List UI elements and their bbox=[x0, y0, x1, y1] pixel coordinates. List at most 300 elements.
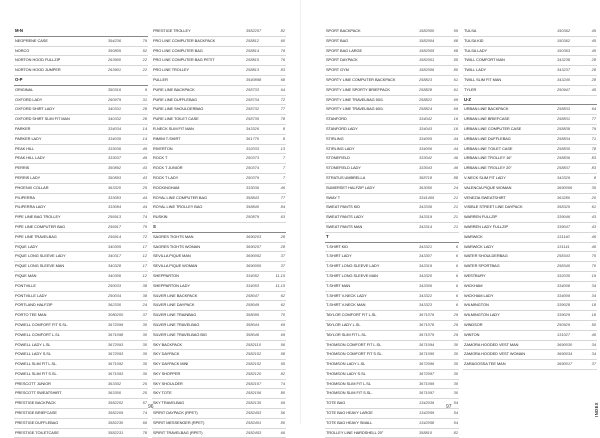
product-name: PRESTIGE DUFFLEBAG bbox=[15, 419, 59, 425]
page-reference: 79 bbox=[591, 125, 596, 131]
product-code: 363320 bbox=[108, 184, 121, 190]
index-entry bbox=[152, 399, 286, 409]
page-reference: 79 bbox=[142, 37, 147, 43]
product-name: SWEAT PANTS KID bbox=[326, 204, 361, 210]
product-code: 258824 bbox=[419, 106, 432, 112]
product-code: 3671078 bbox=[419, 321, 435, 327]
page-reference: 46 bbox=[591, 331, 596, 337]
page-reference: 21 bbox=[453, 223, 458, 229]
product-code: 363300 bbox=[108, 390, 121, 396]
product-code: 334034 bbox=[108, 125, 121, 131]
index-entry bbox=[152, 370, 286, 380]
page-reference: 7 bbox=[282, 174, 285, 180]
index-entry bbox=[152, 233, 286, 243]
section-letter: U-Z bbox=[464, 96, 472, 102]
page-reference: 45 bbox=[591, 28, 596, 33]
product-code: 131140 bbox=[557, 233, 570, 239]
index-entry bbox=[152, 350, 286, 360]
index-entry bbox=[325, 213, 459, 223]
index-entry bbox=[14, 213, 148, 223]
page-reference: 72 bbox=[142, 233, 147, 239]
index-entry bbox=[14, 203, 148, 213]
index-entry bbox=[325, 27, 459, 37]
product-name: PIQUE LONG SLEEVE MAN bbox=[15, 263, 65, 269]
product-code: 3671079 bbox=[419, 331, 435, 337]
index-entry bbox=[14, 47, 148, 57]
product-name: PURE LINE SHOULDERBAG bbox=[153, 106, 204, 112]
product-name: SKY TRAVELBAG bbox=[153, 400, 185, 406]
product-code: 1582004 bbox=[419, 37, 435, 43]
page-reference: 28 bbox=[142, 106, 147, 112]
product-code: 3690006 bbox=[557, 184, 573, 190]
product-code: 340331 bbox=[108, 106, 121, 112]
index-entry bbox=[325, 311, 459, 321]
page-reference: 8 bbox=[282, 125, 285, 131]
product-code: 2582106 bbox=[246, 390, 262, 396]
index-entry bbox=[325, 282, 459, 292]
product-name: TAYLOR COMFORT FIT L.SL bbox=[326, 312, 377, 318]
product-name: TWILL COMFORT MAN bbox=[464, 57, 505, 63]
product-name: SAGRES TIGHTS MAN bbox=[153, 233, 194, 239]
product-name: SPORTY LINE TRAVELBAG 50/1 bbox=[326, 96, 384, 102]
page-reference: 80 bbox=[280, 419, 285, 425]
index-entry bbox=[152, 27, 286, 37]
page-reference: 20 bbox=[591, 194, 596, 200]
product-name: URBAN LINE COMPUTER CASE bbox=[464, 125, 522, 131]
product-name: PRESCOTT JUNIOR bbox=[15, 380, 51, 386]
product-name: WATER SPORTBAG bbox=[464, 263, 500, 269]
product-name: WARREN FULLZIP bbox=[464, 214, 498, 220]
product-name: SPORT GYM bbox=[326, 67, 349, 73]
page-number-right: 97 bbox=[446, 404, 452, 410]
product-name: WARWICK LADY bbox=[464, 243, 494, 249]
page-reference: 55 bbox=[280, 361, 285, 367]
product-code: 3690203 bbox=[246, 233, 262, 239]
index-entry bbox=[152, 360, 286, 370]
product-name: T-SHIRT V-NECK LADY bbox=[326, 292, 367, 298]
product-name: PEAK HILL LADY bbox=[15, 155, 46, 161]
product-name: POWELL COMFORT L.SL bbox=[15, 331, 60, 337]
index-entry bbox=[14, 174, 148, 184]
product-name: SHEPPARTON bbox=[153, 272, 179, 278]
product-name: VENEZIA SWEATSHIRT bbox=[464, 194, 506, 200]
page-reference: 22 bbox=[142, 67, 147, 73]
product-name: SEVILLA PIQUE MAN bbox=[153, 253, 191, 259]
index-entry bbox=[325, 47, 459, 57]
product-name: POWELL LADY L.SL bbox=[15, 341, 51, 347]
product-name: OXFORD SHIRT LADY bbox=[15, 106, 55, 112]
page-reference: 43 bbox=[142, 165, 147, 171]
product-name: URBAN LINE TROLLEY 20" bbox=[464, 165, 512, 171]
page-reference: 28 bbox=[591, 67, 596, 73]
product-name: TWILL LADY bbox=[464, 67, 487, 73]
product-name: PIPE LINE COMPUTER BAG bbox=[15, 223, 66, 229]
product-code: 2582110 bbox=[246, 341, 261, 347]
index-entry bbox=[14, 105, 148, 115]
index-entry bbox=[14, 341, 148, 351]
product-name: T-SHIRT LONG SLEEVE LADY bbox=[326, 263, 380, 269]
product-code: 358044 bbox=[246, 321, 259, 327]
product-code: 333084 bbox=[108, 204, 121, 210]
index-entry bbox=[463, 341, 597, 351]
index-entry bbox=[14, 292, 148, 302]
product-name: THOMSON COMFORT FIT L.SL bbox=[326, 341, 382, 347]
product-name: SWEAT PANTS MAN bbox=[326, 223, 363, 229]
page-reference: 74 bbox=[142, 214, 147, 220]
index-entry bbox=[325, 350, 459, 360]
product-name: V-NECK SLIM FIT LADY bbox=[464, 174, 506, 180]
product-code: 258815 bbox=[246, 57, 259, 63]
product-name: NEOPRENE CASE bbox=[15, 37, 48, 43]
product-name: WINTON bbox=[464, 331, 480, 337]
product-name: PERRIS bbox=[15, 165, 30, 171]
index-entry bbox=[325, 341, 459, 351]
product-name: TOTE BAG bbox=[326, 400, 346, 406]
product-code: 340317 bbox=[108, 253, 121, 259]
page-reference: 80 bbox=[280, 390, 285, 396]
product-code: 343240 bbox=[557, 76, 570, 82]
product-code: 1342036 bbox=[419, 400, 435, 406]
page-reference: 44 bbox=[453, 145, 458, 151]
product-name: VALENCIA PIQUE WOMAN bbox=[464, 184, 512, 190]
product-name: WESTBURY bbox=[464, 272, 486, 278]
page-reference: 54 bbox=[453, 400, 458, 406]
page-reference: 62 bbox=[280, 292, 285, 298]
index-entry bbox=[14, 194, 148, 204]
page-reference: 17 bbox=[142, 243, 147, 249]
index-entry bbox=[463, 223, 597, 233]
product-code: 2582102 bbox=[246, 361, 262, 367]
page-reference: 70 bbox=[280, 312, 285, 318]
index-entry bbox=[152, 164, 286, 174]
index-entry bbox=[152, 321, 286, 331]
product-name: SPIRIT MESSENGER (RPET) bbox=[153, 419, 205, 425]
product-code: 343314 bbox=[419, 223, 432, 229]
index-entry bbox=[152, 76, 286, 86]
index-entry bbox=[325, 252, 459, 262]
product-code: 343306 bbox=[419, 282, 432, 288]
product-code: 2582453 bbox=[246, 429, 262, 435]
product-name: THOMSON COMFORT FIT S.SL. bbox=[326, 351, 383, 357]
page-reference: 77 bbox=[591, 116, 596, 122]
page-reference: 44 bbox=[453, 135, 458, 141]
product-code: 333042 bbox=[419, 155, 432, 161]
index-entry bbox=[152, 409, 286, 419]
product-code: 3672093 bbox=[108, 341, 124, 347]
product-code: 363280 bbox=[557, 194, 570, 200]
product-code: 343322 bbox=[419, 292, 432, 298]
page-reference: 43 bbox=[142, 174, 147, 180]
page-reference: 77 bbox=[280, 194, 285, 200]
product-code: 333036 bbox=[246, 184, 259, 190]
page-reference: 18 bbox=[591, 302, 596, 308]
product-name: WICKHAM bbox=[464, 282, 483, 288]
page-reference: 29 bbox=[453, 321, 458, 327]
product-name: STANFORD bbox=[326, 116, 347, 122]
page-reference: 66 bbox=[280, 429, 285, 435]
product-code: 3582202 bbox=[108, 400, 124, 406]
index-side-tab: INDEX bbox=[594, 402, 599, 417]
page-reference: 30 bbox=[142, 321, 147, 327]
product-code: 3671093 bbox=[108, 370, 124, 376]
product-name: PURE LINE BACKPACK bbox=[153, 86, 195, 92]
product-name: PIQUE LADY bbox=[15, 243, 38, 249]
page-reference: 25 bbox=[142, 380, 147, 386]
page-reference: 69 bbox=[280, 321, 285, 327]
page-reference: 22 bbox=[142, 57, 147, 63]
product-code: 333037 bbox=[108, 155, 121, 161]
page-reference: 7 bbox=[282, 165, 285, 171]
page-reference: 68 bbox=[280, 76, 285, 82]
index-entry bbox=[14, 135, 148, 145]
product-code: 250374 bbox=[246, 165, 259, 171]
page-reference: 68 bbox=[453, 37, 458, 43]
product-name: PONTVILLE LADY bbox=[15, 292, 47, 298]
product-name: STONEFIELD bbox=[326, 155, 350, 161]
product-code: 358325 bbox=[557, 204, 570, 210]
page-reference: 34 bbox=[591, 351, 596, 357]
product-name: PULLER bbox=[153, 76, 168, 82]
product-code: 343329 bbox=[557, 174, 570, 180]
page-reference: 19 bbox=[591, 272, 596, 278]
product-name: THOMSON LADY L.SL bbox=[326, 361, 366, 367]
index-entry bbox=[152, 154, 286, 164]
index-entry bbox=[463, 76, 597, 86]
product-name: SPORT BAG bbox=[326, 37, 349, 43]
product-code: 131027 bbox=[557, 331, 570, 337]
page-reference: 28 bbox=[591, 57, 596, 63]
page-reference: 52 bbox=[142, 47, 147, 53]
index-entry bbox=[463, 115, 597, 125]
page-reference: 78 bbox=[280, 116, 285, 122]
index-entry bbox=[463, 262, 597, 272]
product-name: T-SHIRT MAN bbox=[326, 282, 351, 288]
page-reference: 68 bbox=[453, 47, 458, 53]
product-name: SKY SHOULDER bbox=[153, 380, 183, 386]
product-code: 258833 bbox=[557, 106, 570, 112]
page-reference: 6 bbox=[455, 253, 458, 259]
product-code: 350805 bbox=[108, 47, 121, 53]
product-name: NORTON HOOD FULLZIP bbox=[15, 57, 61, 63]
product-code: 334043 bbox=[419, 125, 432, 131]
index-column-1 bbox=[14, 27, 148, 438]
product-code: 334009 bbox=[557, 292, 570, 298]
page-reference: 45 bbox=[591, 86, 596, 92]
index-entry bbox=[14, 429, 148, 438]
product-name: PIPE LINE TRAVELBAG bbox=[15, 233, 57, 239]
index-entry bbox=[14, 125, 148, 135]
product-code: 3690034 bbox=[557, 351, 573, 357]
page-reference: 61 bbox=[453, 76, 458, 82]
page-reference: 76 bbox=[280, 57, 285, 63]
product-name: T-SHIRT LADY bbox=[326, 253, 352, 259]
product-code: 258735 bbox=[246, 116, 259, 122]
product-name: SPIRIT DAYPACK (RPET) bbox=[153, 410, 198, 416]
page-reference: 30 bbox=[453, 390, 458, 396]
page-reference: 28 bbox=[591, 76, 596, 82]
index-entry bbox=[14, 184, 148, 194]
product-code: 3690005 bbox=[246, 263, 262, 269]
product-name: PARKER LADY bbox=[15, 135, 42, 141]
product-name: STONEFIELD LADY bbox=[326, 165, 361, 171]
product-code: 1582006 bbox=[419, 67, 435, 73]
index-entry bbox=[14, 399, 148, 409]
index-entry bbox=[463, 252, 597, 262]
product-name: OXFORD SHIRT SLIM FIT MAN bbox=[15, 116, 70, 122]
product-code: 250879 bbox=[246, 214, 259, 220]
product-code: 131141 bbox=[557, 243, 570, 249]
product-name: PRESCOTT SWEATSHIRT bbox=[15, 390, 62, 396]
index-entry bbox=[152, 174, 286, 184]
product-code: 3672099 bbox=[108, 321, 124, 327]
page-reference: 30 bbox=[453, 341, 458, 347]
product-code: 358718 bbox=[419, 174, 432, 180]
product-code: 258047 bbox=[246, 292, 259, 298]
product-name: SPIRIT TRAVELBAG (RPET) bbox=[153, 429, 203, 435]
page-reference: 76 bbox=[280, 47, 285, 53]
product-name: PURE LINE TOILET CASE bbox=[153, 116, 199, 122]
index-entry bbox=[463, 66, 597, 76]
product-name: SPORTY LINE COMPUTER BACKPACK bbox=[326, 76, 396, 82]
index-entry bbox=[14, 282, 148, 292]
page-reference: 28 bbox=[280, 233, 285, 239]
page-reference: 14 bbox=[142, 135, 147, 141]
page-reference: 74 bbox=[142, 410, 147, 416]
page-reference: 12 bbox=[142, 272, 147, 278]
page-reference: 30 bbox=[142, 361, 147, 367]
product-code: 3690017 bbox=[557, 361, 573, 367]
index-entry bbox=[14, 66, 148, 76]
product-code: 343319 bbox=[419, 214, 432, 220]
index-entry bbox=[463, 194, 597, 204]
page-reference: 84 bbox=[280, 204, 285, 210]
product-name: TOTE BAG HEAVY SMALL bbox=[326, 419, 373, 425]
product-code: 256914 bbox=[108, 233, 121, 239]
product-code: 1342059 bbox=[419, 410, 435, 416]
page-reference: 30 bbox=[453, 380, 458, 386]
product-name: THOMSON LADY S.SL bbox=[326, 370, 366, 376]
product-name: TULSA KID bbox=[464, 37, 484, 43]
product-name: ROCKINGHAM bbox=[153, 184, 180, 190]
section-letter: O-P bbox=[15, 76, 23, 82]
product-name: URBAN LINE TOILET CASE bbox=[464, 145, 513, 151]
page-reference: 75 bbox=[142, 223, 147, 229]
page-reference: 6 bbox=[455, 263, 458, 269]
page-reference: 69 bbox=[453, 96, 458, 102]
index-entry bbox=[152, 301, 286, 311]
product-name: SUMERSET HALFZIP LADY bbox=[326, 184, 375, 190]
page-reference: 11,15 bbox=[275, 272, 285, 278]
product-code: 361770 bbox=[246, 135, 259, 141]
product-code: 358843 bbox=[246, 194, 259, 200]
index-entry bbox=[463, 360, 597, 370]
product-name: PORTLAND HALFZIP bbox=[15, 302, 53, 308]
page-reference: 74 bbox=[280, 380, 285, 386]
index-entry bbox=[152, 311, 286, 321]
page-reference: 71 bbox=[591, 135, 596, 141]
index-entry bbox=[325, 272, 459, 282]
index-entry bbox=[325, 154, 459, 164]
page-reference: 88 bbox=[453, 174, 458, 180]
index-entry bbox=[325, 389, 459, 399]
product-code: 3080200 bbox=[108, 312, 124, 318]
product-name: NORTON HOOD JUMPER bbox=[15, 67, 61, 73]
product-code: 3672096 bbox=[419, 361, 435, 367]
product-code: 340332 bbox=[108, 116, 121, 122]
page-reference: 60 bbox=[280, 37, 285, 43]
page-reference: 38 bbox=[142, 292, 147, 298]
product-name: PRESTIGE TROLLEY bbox=[153, 28, 191, 33]
product-code: 256913 bbox=[108, 214, 121, 220]
page-reference: 30 bbox=[453, 351, 458, 357]
product-name: POWELL COMFORT FIT S.SL. bbox=[15, 321, 68, 327]
index-entry bbox=[325, 174, 459, 184]
index-entry bbox=[14, 145, 148, 155]
product-name: TULSA bbox=[464, 28, 477, 33]
product-name: NORCO bbox=[15, 47, 30, 53]
product-name: PRO LINE COMPUTER BAG bbox=[153, 47, 203, 53]
index-entry bbox=[152, 282, 286, 292]
product-code: 258733 bbox=[246, 86, 259, 92]
page-reference: 11,15 bbox=[275, 282, 285, 288]
product-name: PIQUE MAN bbox=[15, 272, 37, 278]
product-code: 343326 bbox=[246, 125, 259, 131]
product-code: 256917 bbox=[108, 223, 121, 229]
product-name: URBAN LINE TROLLEY 16" bbox=[464, 155, 512, 161]
page-reference: 56 bbox=[280, 410, 285, 416]
product-code: 343319 bbox=[419, 263, 432, 269]
index-entry bbox=[14, 154, 148, 164]
page-reference: 37 bbox=[280, 253, 285, 259]
product-code: 334008 bbox=[557, 282, 570, 288]
product-code: 258340 bbox=[557, 263, 570, 269]
product-name: WATER SHOULDERBAG bbox=[464, 253, 508, 259]
product-name: ROYAL LINE COMPUTER BAG bbox=[153, 194, 207, 200]
product-code: 258836 bbox=[557, 155, 570, 161]
page-reference: 44 bbox=[142, 194, 147, 200]
page-reference: 38 bbox=[142, 282, 147, 288]
product-name: STIRLING LADY bbox=[326, 145, 355, 151]
product-name: SILVER LINE BACKPACK bbox=[153, 292, 198, 298]
page-reference: 16 bbox=[453, 125, 458, 131]
page-reference: 30 bbox=[453, 361, 458, 367]
product-name: ROYAL LINE TROLLEY BAG bbox=[153, 204, 203, 210]
index-entry bbox=[152, 47, 286, 57]
index-entry bbox=[463, 86, 597, 96]
index-entry bbox=[325, 360, 459, 370]
product-name: SPORT BACKPACK bbox=[326, 28, 361, 33]
page-reference: 82 bbox=[453, 429, 458, 435]
page-reference: 78 bbox=[142, 429, 147, 435]
product-code: 340306 bbox=[108, 272, 121, 278]
page-reference: 43 bbox=[591, 223, 596, 229]
section-header bbox=[14, 27, 148, 37]
page-reference: 55 bbox=[453, 57, 458, 63]
product-code: 3582231 bbox=[108, 429, 124, 435]
product-name: TAYLOR SLIM FIT L.SL. bbox=[326, 331, 368, 337]
page-reference: 18 bbox=[591, 312, 596, 318]
index-entry bbox=[14, 380, 148, 390]
product-name: WILMINGTON LADY bbox=[464, 312, 500, 318]
product-code: 340328 bbox=[108, 263, 121, 269]
page-reference: 54 bbox=[453, 419, 458, 425]
product-code: 258814 bbox=[246, 47, 259, 53]
product-name: ROCK T LADY bbox=[153, 174, 179, 180]
index-entry bbox=[463, 213, 597, 223]
page-reference: 46 bbox=[280, 184, 285, 190]
index-entry bbox=[325, 37, 459, 47]
index-entry bbox=[14, 96, 148, 106]
